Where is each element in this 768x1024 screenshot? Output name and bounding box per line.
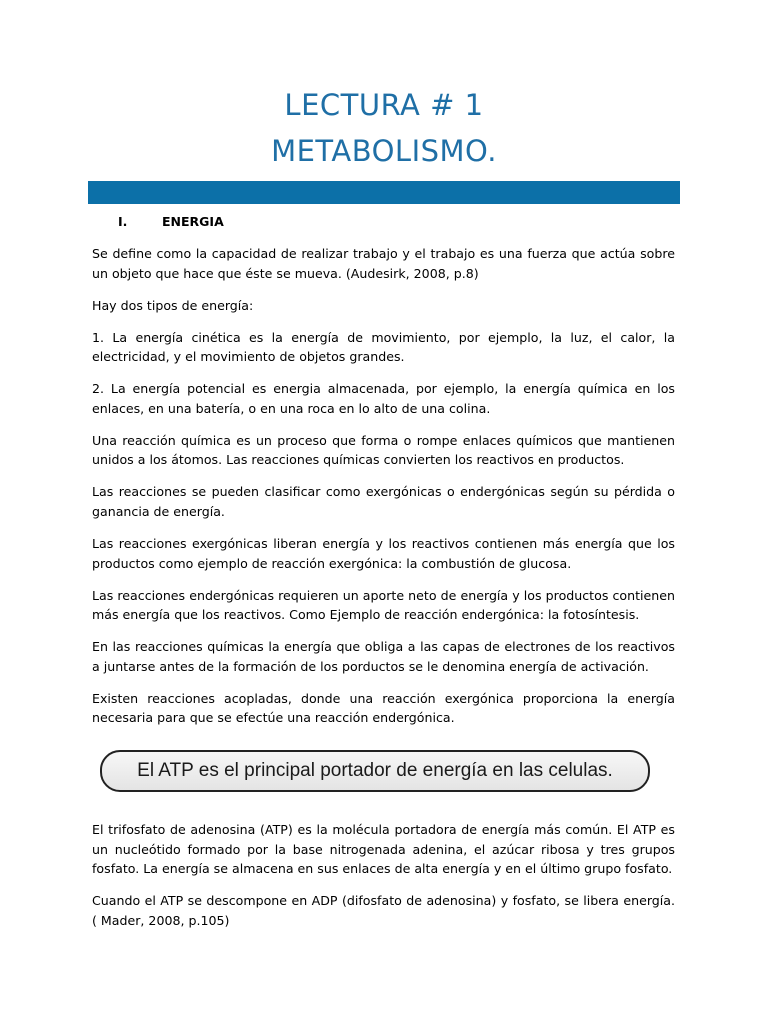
body-text <box>92 244 675 740</box>
body-text-2 <box>92 820 675 943</box>
paragraph: 1. La energía cinética es la energía de movimiento, por ejemplo, la luz, el calor, la electricidad, y el movimiento de objetos grandes. <box>92 329 675 365</box>
title-line-1: LECTURA # 1 <box>284 88 484 122</box>
paragraph: Las reacciones se pueden clasificar como exergónicas o endergónicas según su pérdida o ganancia de energía. <box>92 484 675 519</box>
paragraph: Las reacciones exergónicas liberan energía y los reactivos contienen más energía que los productos como ejemplo de reacción exergónica: la combustión de glucosa. <box>92 536 675 571</box>
paragraph: Hay dos tipos de energía: <box>92 297 254 313</box>
paragraph: Existen reacciones acopladas, donde una reacción exergónica proporciona la energía necesaria para que se efectúe una reacción endergónica. <box>92 690 675 726</box>
title-line-2: METABOLISMO. <box>271 134 497 168</box>
atp-callout-box: El ATP es el principal portador de energía en las celulas. <box>100 750 650 792</box>
section-number: I. <box>118 214 128 229</box>
paragraph: Se define como la capacidad de realizar trabajo y el trabajo es una fuerza que actúa sobre un objeto que hace que éste se mueva. (Audesirk, 2008, p.8) <box>92 246 675 281</box>
section-heading <box>118 214 224 229</box>
paragraph: 2. La energía potencial es energia almacenada, por ejemplo, la energía química en los enlaces, en una batería, o en una roca en lo alto de una colina. <box>92 381 675 416</box>
paragraph: Cuando el ATP se descompone en ADP (difosfato de adenosina) y fosfato, se libera energía. ( Mader, 2008, p.105) <box>92 893 675 928</box>
header-divider-bar <box>88 181 680 204</box>
paragraph: En las reacciones químicas la energía que obliga a las capas de electrones de los reactivos a juntarse antes de la formación de los porductos se le denomina energía de activación. <box>92 639 675 674</box>
paragraph: Una reacción química es un proceso que forma o rompe enlaces químicos que mantienen unidos a los átomos. Las reacciones químicas convierten los reactivos en productos. <box>92 432 675 468</box>
section-title: ENERGIA <box>162 214 224 229</box>
paragraph: Las reacciones endergónicas requieren un aporte neto de energía y los productos contienen más energía que los reactivos. Como Ejemplo de reacción endergónica: la fotosíntesis. <box>92 587 675 623</box>
paragraph: El trifosfato de adenosina (ATP) es la molécula portadora de energía más común. El ATP es un nucleótido formado por la base nitrogenada adenina, el azúcar ribosa y tres grupos fosfato. La energía se almacena en sus enlaces de alta energía y en el último grupo fosfato. <box>92 822 675 876</box>
